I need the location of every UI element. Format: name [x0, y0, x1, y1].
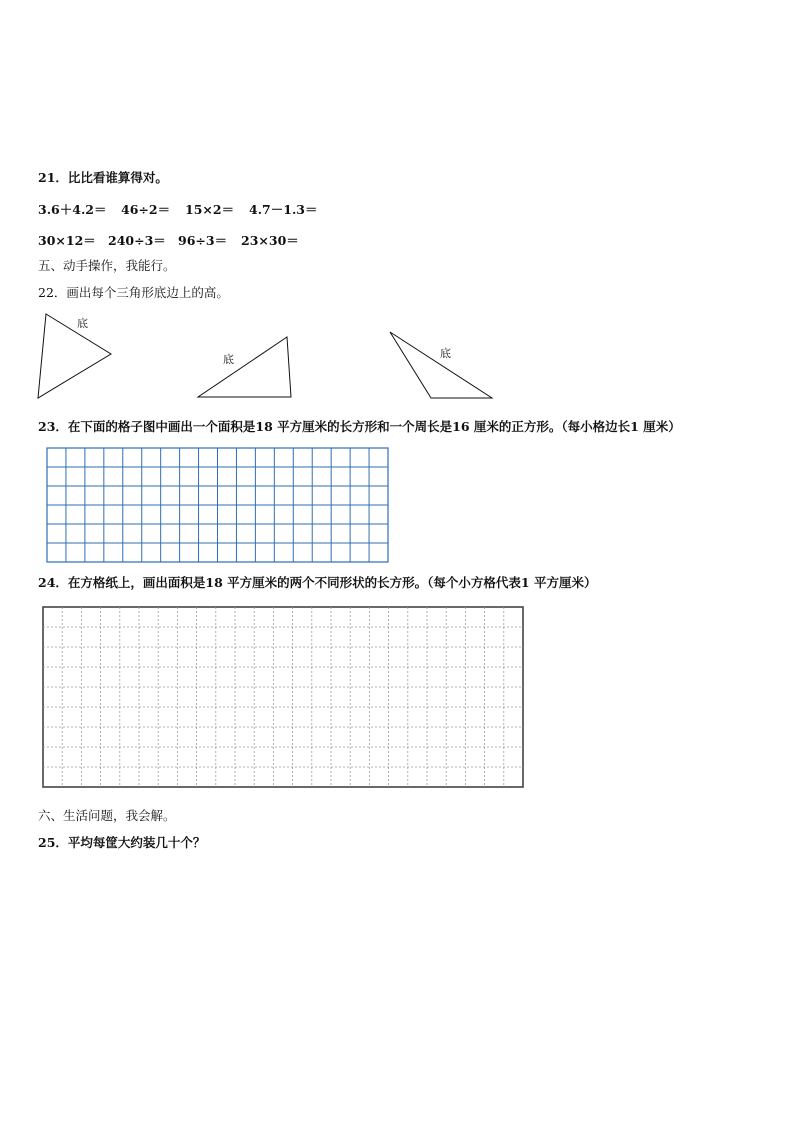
triangle-2 [198, 337, 291, 397]
q21-equation: 15×2＝ [185, 202, 235, 217]
q23-grid[interactable] [47, 448, 388, 562]
q24-grid-border [43, 607, 523, 787]
triangle-3 [390, 332, 492, 398]
q21-equation: 3.6＋4.2＝ [38, 202, 107, 217]
q21-equation: 30×12＝ [38, 233, 96, 248]
triangle-2-base-label: 底 [223, 353, 234, 366]
q21-equation: 240÷3＝ [108, 233, 166, 248]
section5-title: 五、动手操作，我能行。 [38, 258, 176, 273]
q21-title: 21．比比看谁算得对。 [38, 170, 168, 185]
q21-equation: 4.7－1.3＝ [249, 202, 318, 217]
triangle-1 [38, 314, 111, 398]
q25-title: 25．平均每筐大约装几十个？ [38, 835, 206, 850]
triangle-1-base-label: 底 [77, 317, 88, 330]
q22-title: 22．画出每个三角形底边上的高。 [38, 285, 229, 300]
q21-equation: 96÷3＝ [178, 233, 228, 248]
q24-grid[interactable] [43, 607, 523, 787]
q24-title: 24．在方格纸上，画出面积是18 平方厘米的两个不同形状的长方形。（每个小方格代表1 平方厘米） [38, 575, 597, 590]
q21-equation: 46÷2＝ [121, 202, 171, 217]
section6-title: 六、生活问题，我会解。 [38, 808, 176, 823]
q21-equation: 23×30＝ [241, 233, 299, 248]
q23-title: 23．在下面的格子图中画出一个面积是18 平方厘米的长方形和一个周长是16 厘米的正方形。（每小格边长1 厘米） [38, 419, 681, 434]
triangle-3-base-label: 底 [440, 347, 451, 360]
